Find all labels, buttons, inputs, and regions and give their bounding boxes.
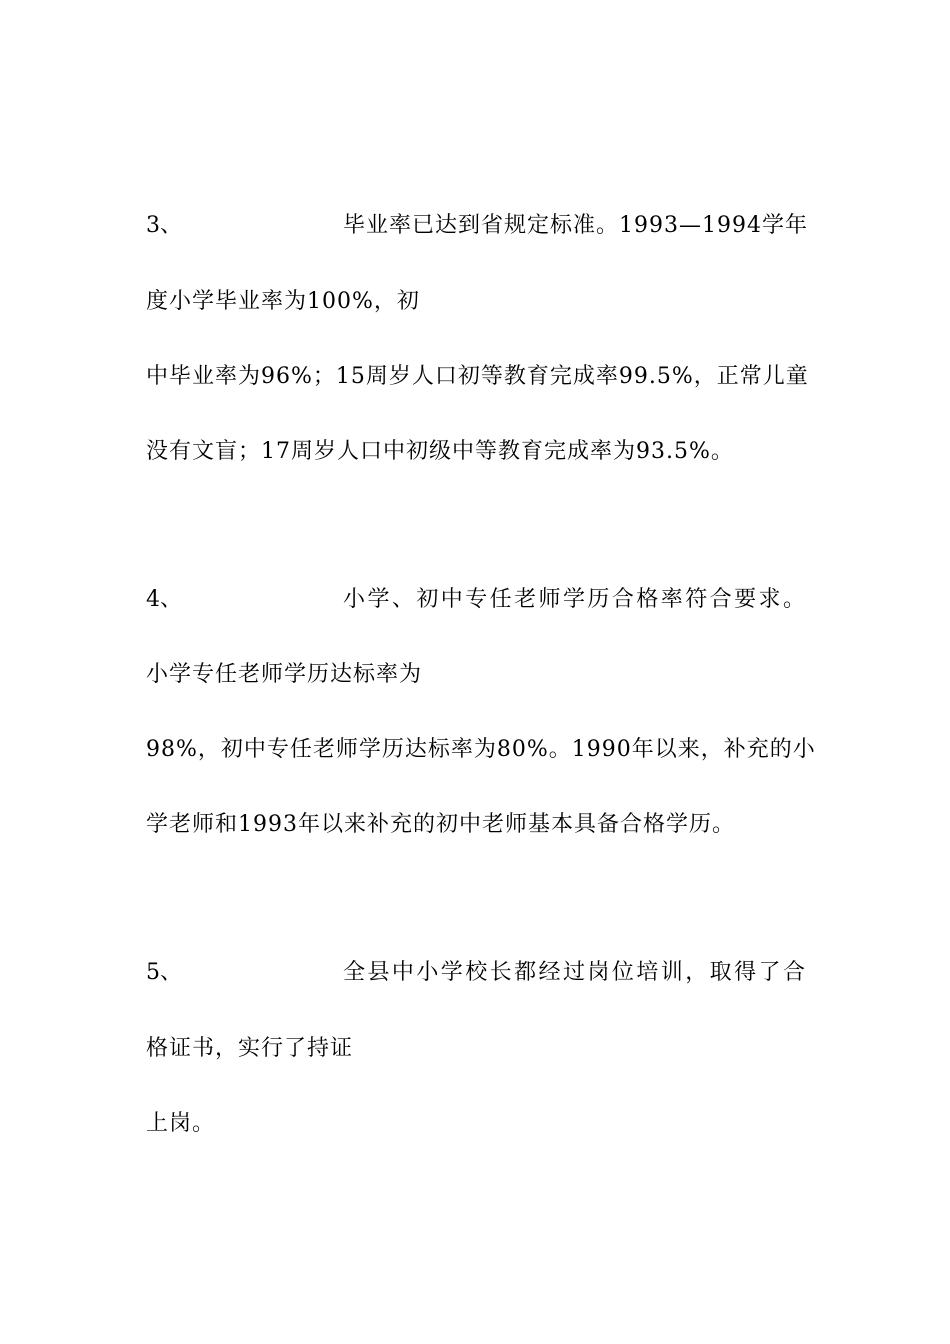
paragraph-line: 学老师和1993年以来补充的初中老师基本具备合格学历。 <box>146 812 735 837</box>
paragraph-line: 度小学毕业率为100%，初 <box>146 289 420 314</box>
paragraph-line: 没有文盲；17周岁人口中初级中等教育完成率为93.5%。 <box>146 439 734 464</box>
item-lead-text: 小学、初中专任老师学历合格率符合要求。 <box>343 587 806 612</box>
item-lead-text: 毕业率已达到省规定标准。1993—1994学年 <box>343 213 808 238</box>
item-number: 4、 <box>146 587 182 612</box>
paragraph-line: 98%，初中专任老师学历达标率为80%。1990年以来，补充的小 <box>146 737 816 762</box>
item-lead-text: 全县中小学校长都经过岗位培训，取得了合 <box>343 960 806 985</box>
paragraph-line: 上岗。 <box>146 1111 216 1136</box>
paragraph-line: 小学专任老师学历达标率为 <box>146 662 423 687</box>
item-number: 5、 <box>146 960 182 985</box>
paragraph-line: 中毕业率为96%；15周岁人口初等教育完成率99.5%，正常儿童 <box>146 364 809 389</box>
paragraph-line: 格证书，实行了持证 <box>146 1036 354 1061</box>
item-number: 3、 <box>146 213 182 238</box>
